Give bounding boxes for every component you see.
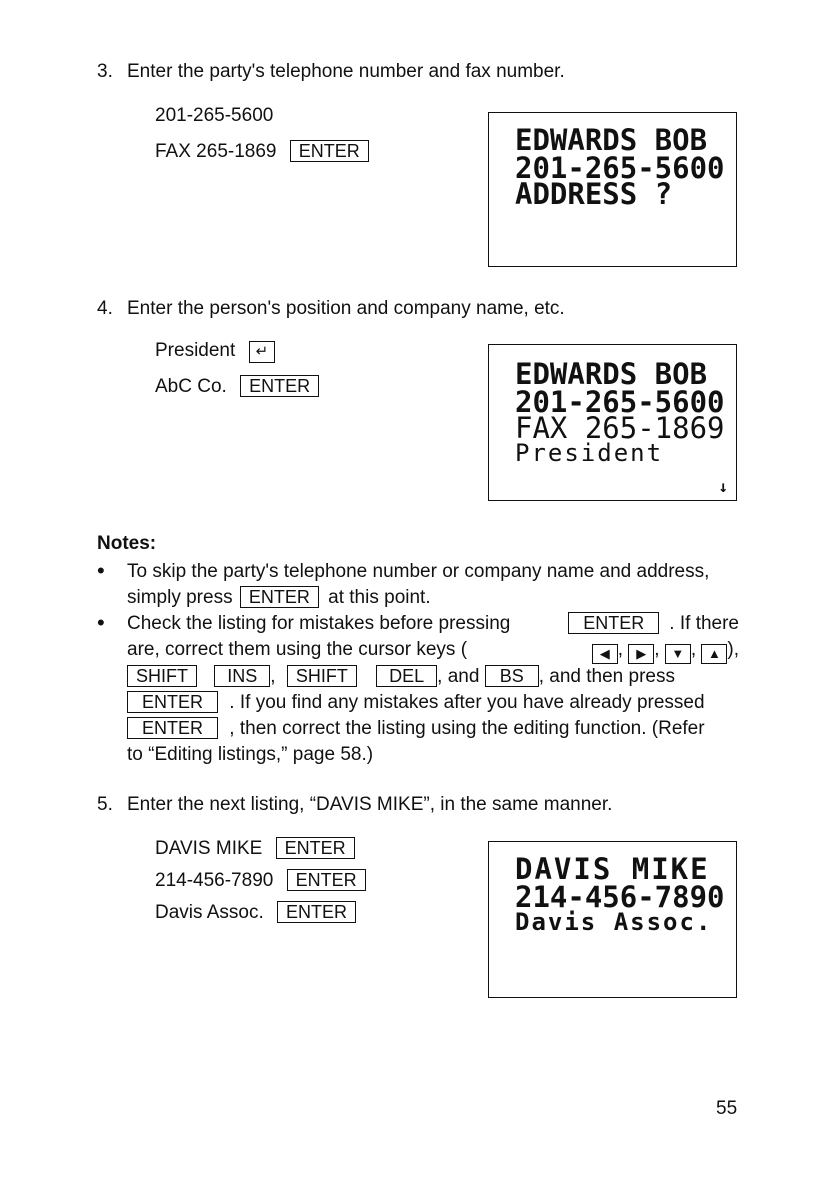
shift-key: SHIFT <box>287 665 357 687</box>
scroll-down-icon: ↓ <box>718 477 728 496</box>
step5-input-name <box>155 837 355 861</box>
note-2-text-f: , and then press <box>538 666 675 687</box>
shift-key: SHIFT <box>127 665 197 687</box>
step4-number: 4. <box>97 298 113 319</box>
enter-key: ENTER <box>287 869 366 891</box>
note-2-line-5 <box>127 716 739 742</box>
step5-instruction: Enter the next listing, “DAVIS MIKE”, in the same manner. <box>127 794 613 815</box>
notes-title: Notes: <box>97 533 157 554</box>
cursor-down-key-icon: ▼ <box>665 644 691 664</box>
enter-key: ENTER <box>240 586 319 608</box>
bullet-icon: • <box>97 558 105 583</box>
step5-input-phone-text: 214-456-7890 <box>155 870 274 891</box>
lcd-line-1: DAVIS MIKE <box>515 852 710 886</box>
enter-key: ENTER <box>568 612 659 634</box>
comma: , <box>270 666 276 687</box>
cursor-left-key-icon: ◀ <box>592 644 618 664</box>
note-2-line-4 <box>127 690 739 716</box>
step4-instruction: Enter the person's position and company name, etc. <box>127 298 565 319</box>
step4-input-company <box>155 375 319 399</box>
comma: , <box>654 639 660 660</box>
step3-instruction: Enter the party's telephone number and fax number. <box>127 61 565 82</box>
step3-number: 3. <box>97 61 113 82</box>
enter-key: ENTER <box>127 691 218 713</box>
page-number: 55 <box>716 1098 738 1119</box>
note-2 <box>127 611 739 768</box>
note-2-text-c: are, correct them using the cursor keys ( <box>127 639 468 660</box>
note-2-text-g: . If you find any mistakes after you have already pressed <box>229 692 705 713</box>
lcd-line-2: 201-265-5600 <box>515 385 725 419</box>
step3-input-fax-text: FAX 265-1869 <box>155 141 277 162</box>
step5-input-name-text: DAVIS MIKE <box>155 838 263 859</box>
cursor-right-key-icon: ▶ <box>628 644 654 664</box>
note-2-line-2 <box>127 637 739 664</box>
cursor-up-key-icon: ▲ <box>701 644 727 664</box>
lcd-display-step3 <box>488 112 737 267</box>
step4-input-position-text: President <box>155 340 236 361</box>
note-2-text-e: , and <box>437 666 480 687</box>
note-1-text: simply press <box>127 587 233 608</box>
lcd-line-1: EDWARDS BOB <box>515 123 708 157</box>
step5-input-company <box>155 901 356 925</box>
step5-input-phone <box>155 869 366 893</box>
step4-input-company-text: AbC Co. <box>155 376 227 397</box>
note-1 <box>127 559 739 611</box>
enter-key: ENTER <box>290 140 369 162</box>
ins-key: INS <box>214 665 270 687</box>
lcd-line-3: Davis Assoc. <box>515 908 713 936</box>
step3-input-phone: 201-265-5600 <box>155 105 274 126</box>
note-1-line-1: To skip the party's telephone number or company name and address, <box>127 561 710 582</box>
step3-input-fax <box>155 140 369 164</box>
note-2-text-b: . If there <box>669 613 739 634</box>
step5-input-company-text: Davis Assoc. <box>155 902 264 923</box>
step4-input-position <box>155 339 275 363</box>
lcd-display-step4 <box>488 344 737 501</box>
del-key: DEL <box>376 665 437 687</box>
return-key: ↵ <box>249 341 276 363</box>
note-2-text-a: Check the listing for mistakes before pressing <box>127 613 511 634</box>
bs-key: BS <box>485 665 539 687</box>
step5-number: 5. <box>97 794 113 815</box>
note-2-text-h: , then correct the listing using the editing function. (Refer <box>229 718 705 739</box>
note-2-text-d: ), <box>727 639 739 660</box>
lcd-line-2: 214-456-7890 <box>515 880 725 914</box>
lcd-line-3: ADDRESS ? <box>515 177 673 211</box>
note-1-text-end: at this point. <box>328 587 431 608</box>
enter-key: ENTER <box>127 717 218 739</box>
comma: , <box>617 639 623 660</box>
lcd-line-1: EDWARDS BOB <box>515 357 708 391</box>
bullet-icon: • <box>97 610 105 635</box>
enter-key: ENTER <box>276 837 355 859</box>
note-2-line-1 <box>127 611 739 637</box>
enter-key: ENTER <box>277 901 356 923</box>
lcd-line-4: President <box>515 439 664 467</box>
note-1-line-2 <box>127 585 739 611</box>
enter-key: ENTER <box>240 375 319 397</box>
comma: , <box>690 639 697 660</box>
lcd-display-step5 <box>488 841 737 998</box>
lcd-line-2: 201-265-5600 <box>515 151 725 185</box>
note-2-line-6: to “Editing listings,” page 58.) <box>127 744 374 765</box>
lcd-line-3: FAX 265-1869 <box>515 411 725 445</box>
note-2-line-3 <box>127 664 739 690</box>
